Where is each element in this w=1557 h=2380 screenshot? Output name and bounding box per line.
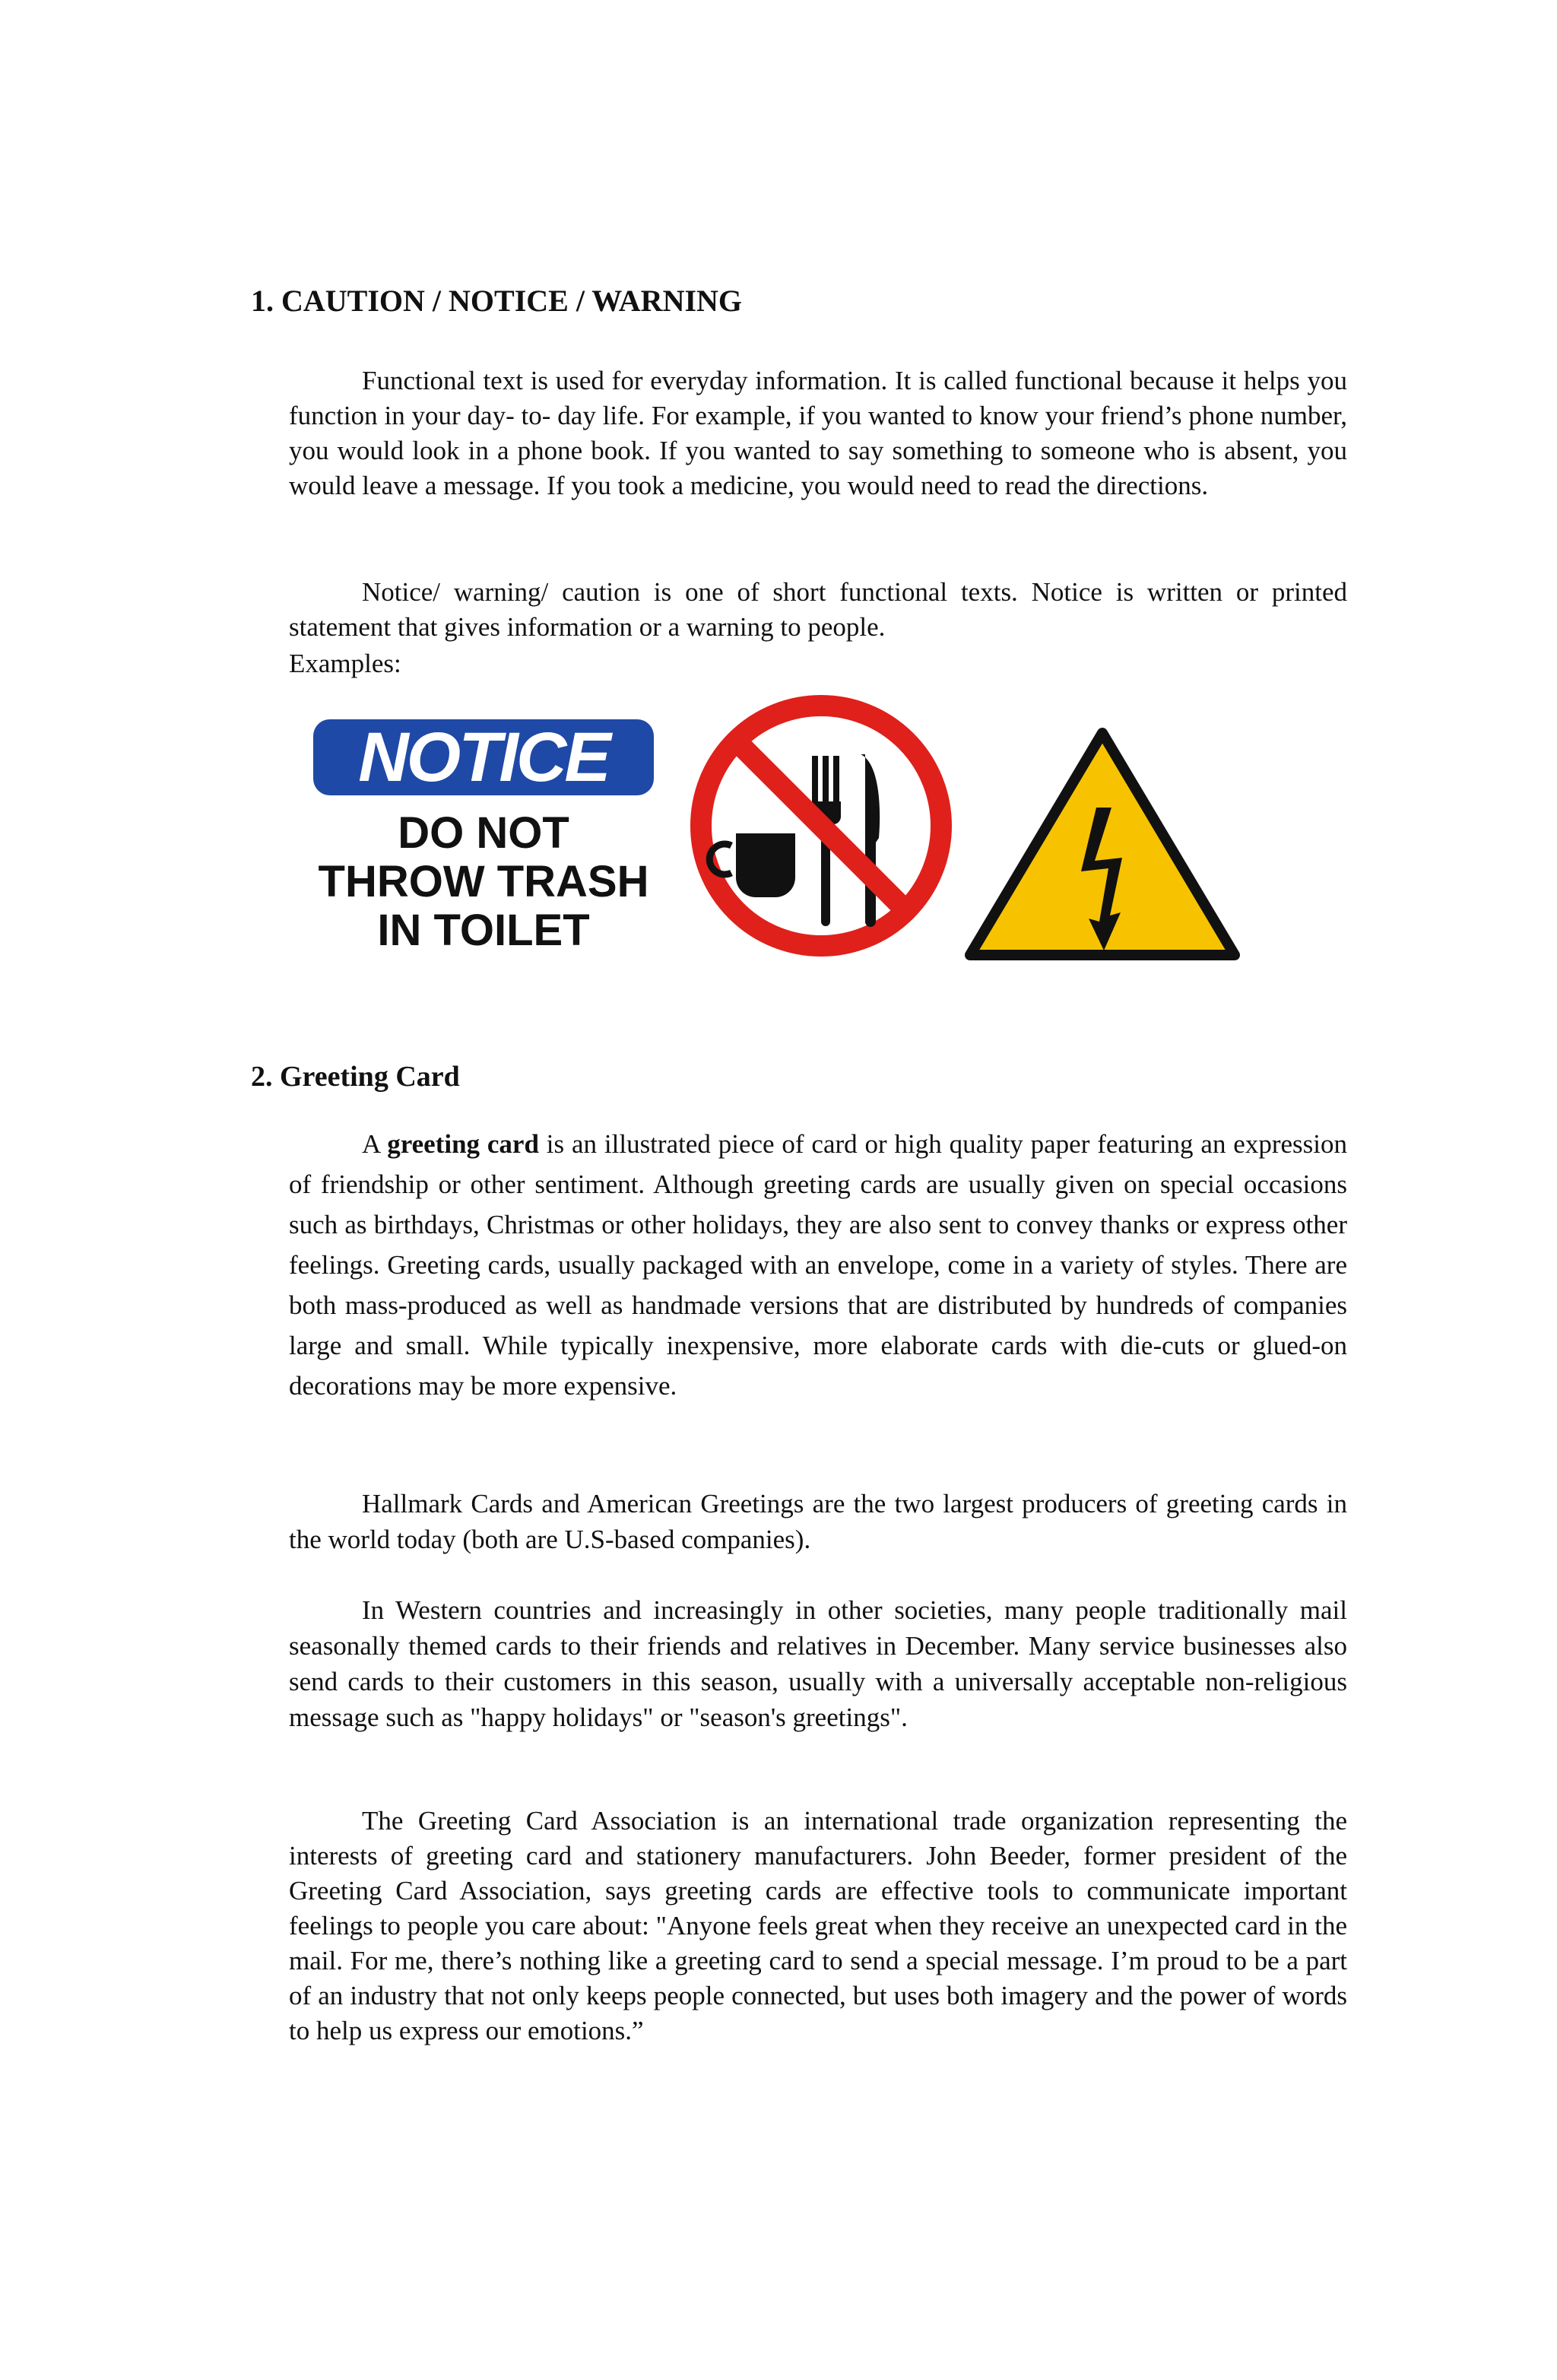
greeting-card-term: greeting card [387, 1129, 539, 1159]
section1-heading: 1. CAUTION / NOTICE / WARNING [251, 284, 743, 318]
notice-banner [313, 719, 654, 795]
section2-paragraph4: The Greeting Card Association is an international trade organization representing the interests of greeting card and stationery manufacturers. John Beeder, former president of the Greeting Card Association, says greeting cards are effective tools to communicate important feelings to people you care about: "Anyone feels great when they receive an unexpected card in the mail. For me, there’s nothing like a greeting card to send a special message. I’m proud to be a part of an industry that not only keeps people connected, but uses both imagery and the power of words to help us express our emotions.” [289, 1806, 1347, 2045]
section1-paragraph2: Notice/ warning/ caution is one of short functional texts. Notice is written or printed statement that gives information or a warning to people. [289, 577, 1347, 642]
examples-label: Examples: [289, 649, 401, 678]
notice-sign-body [296, 809, 671, 955]
notice-line-2: THROW TRASH [318, 857, 649, 906]
notice-line-1: DO NOT [398, 808, 569, 858]
notice-sign [296, 715, 677, 966]
section1-paragraph1: Functional text is used for everyday information. It is called functional because it helps you function in your day- to- day life. For example, if you wanted to know your friend’s phone number, you would look in a phone book. If you wanted to say something to someone who is absent, you would leave a message. If you took a medicine, you would need to read the directions. [289, 366, 1347, 500]
paragraph1-rest: is an illustrated piece of card or high quality paper featuring an expression of friendship or other sentiment. Although greeting cards are usually given on special occasions such as birthdays, Christmas or other holidays, they are also sent to convey thanks or express other feelings. Greeting cards, usually packaged with an envelope, come in a variety of styles. There are both mass-produced as well as handmade versions that are distributed by hundreds of companies large and small. While typically inexpensive, more elaborate cards with die-cuts or glued-on decorations may be more expensive. [289, 1129, 1348, 1401]
section2-paragraph2: Hallmark Cards and American Greetings are the two largest producers of greeting cards in the world today (both are U.S-based companies). [289, 1489, 1347, 1554]
section2-heading: 2. Greeting Card [251, 1061, 460, 1093]
notice-line-3: IN TOILET [377, 906, 590, 955]
notice-banner-text: NOTICE [358, 719, 609, 796]
section2-paragraph1 [289, 1124, 1347, 1406]
electric-hazard-icon [959, 722, 1245, 967]
paragraph1-intro: A [362, 1129, 380, 1159]
no-food-drink-icon [684, 687, 958, 964]
section2-paragraph3: In Western countries and increasingly in other societies, many people traditionally mail seasonally themed cards to their friends and relatives in December. Many service businesses also send cards to their customers in this season, usually with a universally acceptable non-religious message such as "happy holidays" or "season's greetings". [289, 1595, 1347, 1732]
